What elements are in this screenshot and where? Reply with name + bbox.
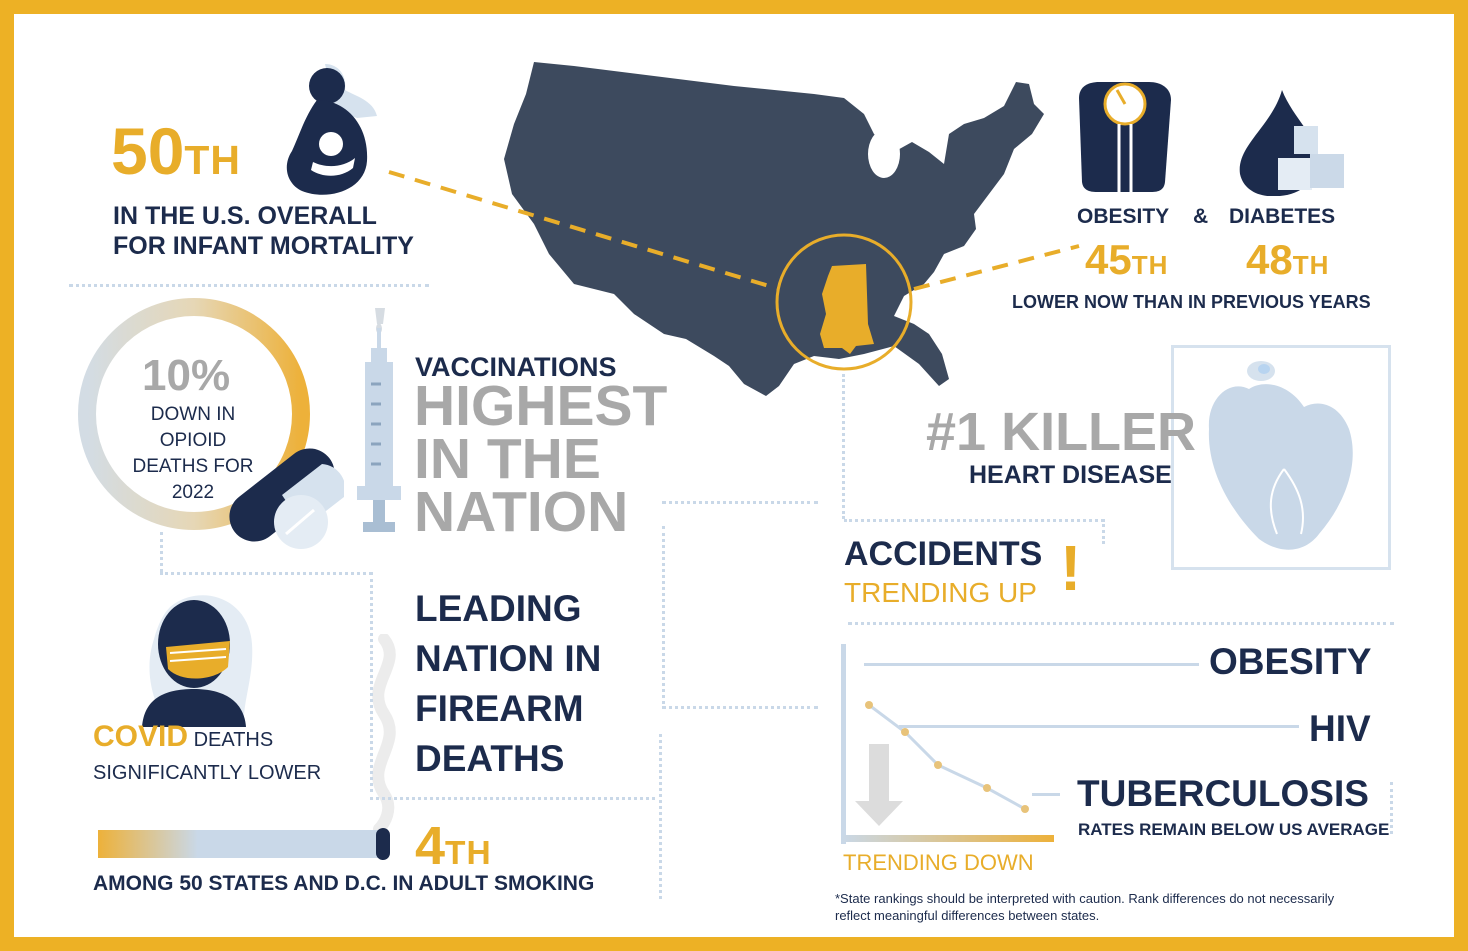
obesity-rank (1085, 236, 1169, 283)
divider-map-v (842, 374, 845, 519)
divider-opioid (160, 572, 372, 575)
trend-y-axis (841, 644, 846, 844)
mother-baby-icon (277, 56, 387, 206)
covid-caption (93, 722, 273, 752)
obesity-diabetes-note: LOWER NOW THAN IN PREVIOUS YEARS (1012, 292, 1371, 312)
vaccinations-label: VACCINATIONS (415, 352, 617, 382)
footnote (835, 890, 1334, 924)
trend-note: RATES REMAIN BELOW US AVERAGE (1078, 820, 1390, 839)
opioid-line3: DEATHS FOR (132, 456, 254, 477)
divider-infant (69, 284, 429, 287)
opioid-line1: DOWN IN (150, 404, 236, 425)
trend-tb-label: TUBERCULOSIS (1077, 773, 1369, 814)
syringe-icon (349, 304, 409, 536)
opioid-percent: 10% (142, 351, 231, 400)
trend-point (865, 701, 873, 709)
firearm-line4: DEATHS (415, 738, 565, 779)
divider-firearm-v (662, 526, 665, 704)
smoking-rank-number: 4 (415, 816, 446, 876)
trend-obesity-label: OBESITY (1209, 641, 1372, 682)
scale-icon (1069, 78, 1179, 194)
diabetes-rank-number: 48 (1246, 236, 1293, 283)
heart-headline: #1 KILLER (926, 402, 1197, 462)
divider-firearm (662, 706, 818, 709)
divider-smoking (370, 797, 655, 800)
accidents-label: ACCIDENTS (844, 535, 1043, 573)
trend-x-axis (841, 835, 1054, 842)
firearm-headline (415, 584, 601, 784)
opioid-line4: 2022 (171, 482, 215, 503)
footnote-line2: reflect meaningful differences between states. (835, 908, 1100, 923)
covid-rest: DEATHS (193, 729, 274, 751)
smoking-rank (415, 816, 492, 876)
exclamation-icon: ! (1060, 532, 1082, 604)
heart-sub: HEART DISEASE (969, 461, 1172, 489)
diabetes-rank (1246, 236, 1330, 283)
infant-line2: FOR INFANT MORTALITY (113, 232, 414, 260)
infant-rank-suffix: TH (184, 137, 241, 183)
down-arrow-icon (855, 744, 903, 826)
diabetes-drop-icon (1232, 86, 1347, 196)
covid-word: COVID (93, 720, 189, 753)
hiv-line (899, 725, 1299, 728)
smoking-text: AMONG 50 STATES AND D.C. IN ADULT SMOKING (93, 872, 595, 895)
vaccinations-line1: HIGHEST (414, 374, 668, 438)
smoking-rank-suffix: TH (445, 835, 492, 872)
trend-chart (839, 639, 1069, 849)
obesity-rank-number: 45 (1085, 236, 1132, 283)
divider-accidents-v (1102, 519, 1105, 544)
diabetes-rank-suffix: TH (1292, 250, 1330, 280)
trend-point (901, 728, 909, 736)
vaccinations-line2: IN THE (414, 427, 601, 491)
smoke-icon (354, 634, 414, 834)
divider-tb-v (1390, 782, 1393, 834)
accidents-sub: TRENDING UP (844, 577, 1037, 608)
heart-icon (1189, 349, 1379, 564)
trend-hiv-label: HIV (1309, 708, 1371, 749)
ampersand: & (1193, 205, 1209, 228)
mississippi-state (820, 264, 874, 354)
opioid-line2: OPIOID (159, 430, 227, 451)
trend-point (934, 761, 942, 769)
trend-axis-label: TRENDING DOWN (843, 850, 1034, 875)
divider-vacc (662, 501, 818, 504)
firearm-line2: NATION IN (415, 638, 602, 679)
masked-person-icon (134, 589, 279, 729)
divider-opioid-v (160, 532, 163, 572)
infant-rank (111, 114, 241, 188)
vaccinations-headline (414, 374, 668, 544)
trend-point (983, 784, 991, 792)
infant-rank-number: 50 (111, 114, 185, 188)
divider-smoking-v (659, 734, 662, 899)
divider-trend (848, 622, 1394, 625)
covid-line2: SIGNIFICANTLY LOWER (93, 762, 322, 784)
divider-accidents (844, 519, 1104, 522)
infant-caption (113, 201, 414, 261)
firearm-line3: FIREARM (415, 688, 584, 729)
cigarette-bar (98, 826, 393, 862)
footnote-line1: *State rankings should be interpreted with caution. Rank differences do not necessarily (835, 891, 1335, 906)
diabetes-label: DIABETES (1229, 205, 1336, 228)
obesity-label: OBESITY (1077, 205, 1170, 228)
trend-point (1021, 805, 1029, 813)
infant-line1: IN THE U.S. OVERALL (113, 202, 377, 230)
divider-covid-v (370, 572, 373, 792)
opioid-caption (118, 402, 268, 506)
obesity-line (864, 663, 1199, 666)
tb-line (1032, 793, 1060, 796)
obesity-rank-suffix: TH (1131, 250, 1169, 280)
great-lakes (868, 130, 900, 178)
trend-line (869, 705, 1025, 809)
vaccinations-line3: NATION (414, 480, 629, 544)
firearm-line1: LEADING (415, 588, 582, 629)
